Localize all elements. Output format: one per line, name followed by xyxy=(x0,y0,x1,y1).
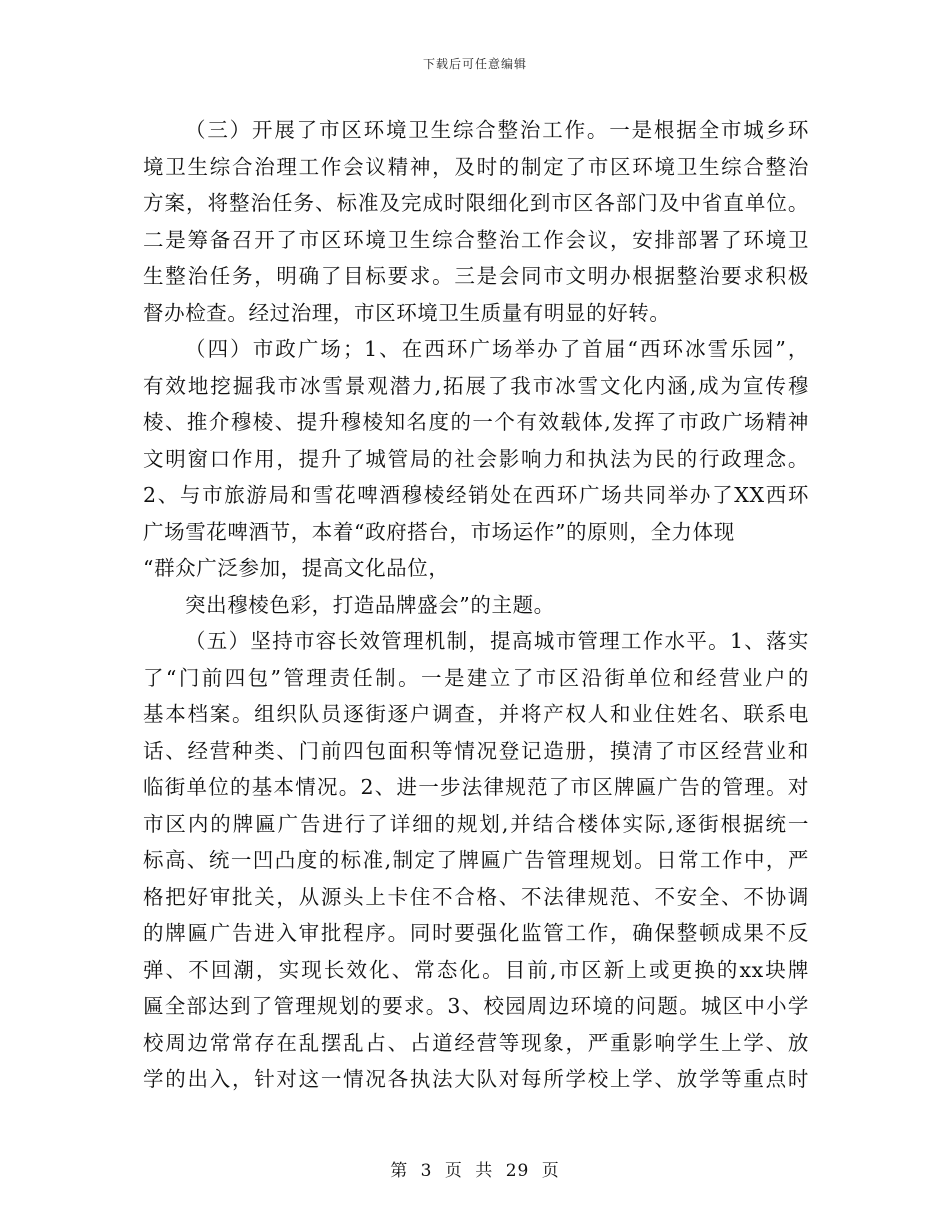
page-header: 下载后可任意编辑 xyxy=(422,57,527,71)
text-line: 棱、推介穆棱、提升穆棱知名度的一个有效载体,发挥了市政广场精神 xyxy=(143,410,809,434)
text-line: 有效地挖掘我市冰雪景观潜力,拓展了我市冰雪文化内涵,成为宣传穆 xyxy=(143,373,809,398)
text-line: （四）市政广场；1、在西环广场举办了首届“西环冰雪乐园”， xyxy=(185,337,809,361)
text-line: 话、经营种类、门前四包面积等情况登记造册，摸清了市区经营业和 xyxy=(143,738,809,763)
text-line: 的牌匾广告进入审批程序。同时要强化监管工作，确保整顿成果不反 xyxy=(143,921,809,945)
text-line: （三）开展了市区环境卫生综合整治工作。一是根据全市城乡环 xyxy=(185,118,809,142)
text-line: 突出穆棱色彩，打造品牌盛会”的主题。 xyxy=(185,592,555,617)
body-text xyxy=(143,112,809,1098)
page-footer: 第 3 页 共 29 页 xyxy=(390,1161,560,1181)
text-line: “群众广泛参加，提高文化品位， xyxy=(143,556,450,580)
text-line: 弹、不回潮，实现长效化、常态化。目前,市区新上或更换的xx块牌 xyxy=(143,957,809,982)
text-line: 生整治任务，明确了目标要求。三是会同市文明办根据整治要求积极 xyxy=(143,264,809,288)
text-line: 境卫生综合治理工作会议精神，及时的制定了市区环境卫生综合整治 xyxy=(143,154,809,179)
text-line: 学的出入，针对这一情况各执法大队对每所学校上学、放学等重点时 xyxy=(143,1067,809,1091)
text-line: 格把好审批关，从源头上卡住不合格、不法律规范、不安全、不协调 xyxy=(143,884,809,909)
text-line: 市区内的牌匾广告进行了详细的规划,并结合楼体实际,逐街根据统一 xyxy=(143,811,809,836)
text-line: 督办检查。经过治理，市区环境卫生质量有明显的好转。 xyxy=(143,300,671,325)
text-line: 方案，将整治任务、标准及完成时限细化到市区各部门及中省直单位。 xyxy=(143,191,809,215)
text-line: 标高、统一凹凸度的标准,制定了牌匾广告管理规划。日常工作中，严 xyxy=(143,848,809,872)
text-line: 文明窗口作用，提升了城管局的社会影响力和执法为民的行政理念。 xyxy=(143,446,809,471)
text-line: 了“门前四包”管理责任制。一是建立了市区沿街单位和经营业户的 xyxy=(143,665,809,690)
text-line: 校周边常常存在乱摆乱占、占道经营等现象，严重影响学生上学、放 xyxy=(143,1030,809,1055)
text-line: 广场雪花啤酒节，本着“政府搭台，市场运作”的原则，全力体现 xyxy=(143,519,735,544)
text-line: 基本档案。组织队员逐街逐户调查，并将产权人和业住姓名、联系电 xyxy=(143,702,809,726)
text-line: （五）坚持市容长效管理机制，提高城市管理工作水平。1、落实 xyxy=(185,629,809,653)
text-line: 2、与市旅游局和雪花啤酒穆棱经销处在西环广场共同举办了XX西环 xyxy=(143,483,809,507)
text-line: 匾全部达到了管理规划的要求。3、校园周边环境的问题。城区中小学 xyxy=(143,994,809,1018)
text-line: 二是筹备召开了市区环境卫生综合整治工作会议，安排部署了环境卫 xyxy=(143,227,809,252)
text-line: 临街单位的基本情况。2、进一步法律规范了市区牌匾广告的管理。对 xyxy=(143,775,809,799)
